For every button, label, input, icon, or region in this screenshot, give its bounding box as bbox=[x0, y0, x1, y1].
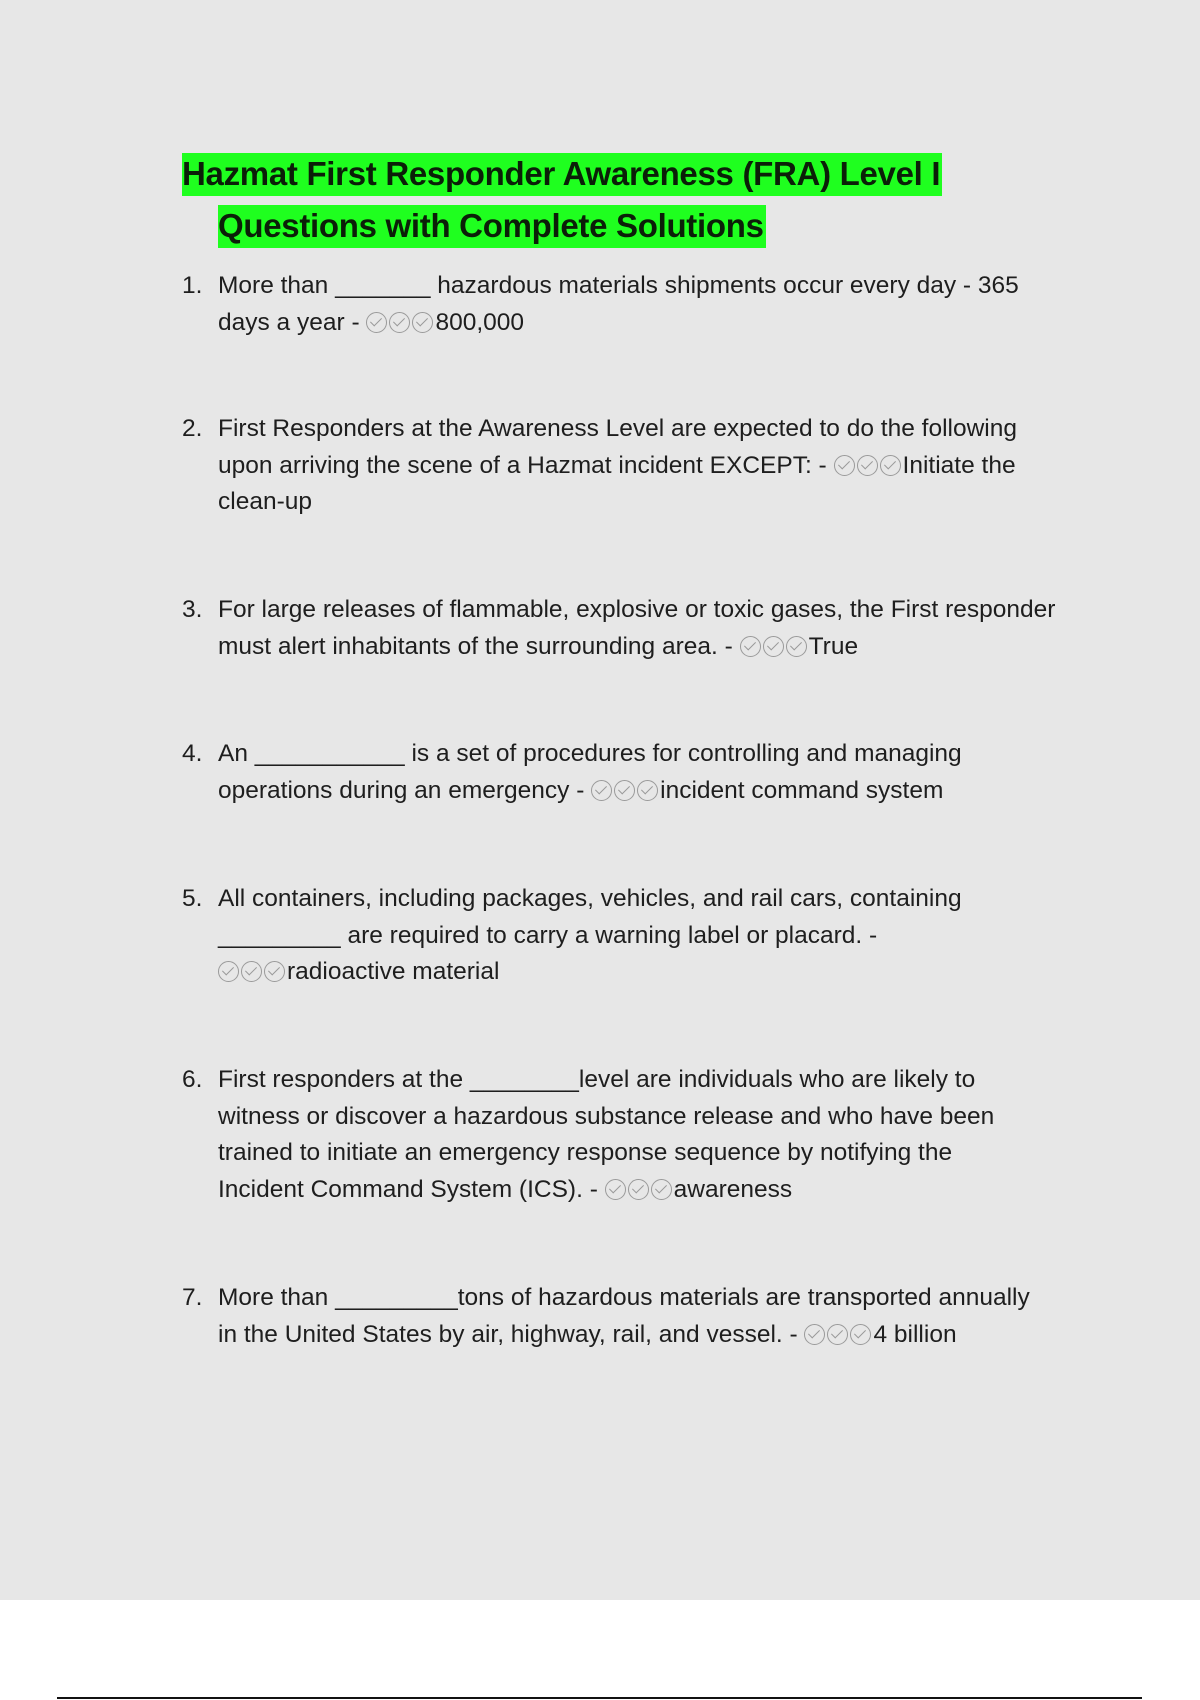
answer-checkmarks bbox=[740, 633, 809, 660]
check-circle-icon bbox=[605, 1179, 626, 1200]
question-text: First Responders at the Awareness Level are expected to do the following upon arriving the scene of a Hazmat incident EXCEPT: - Initiate the clean-up bbox=[218, 415, 1017, 515]
footer-divider bbox=[57, 1697, 1142, 1699]
check-circle-icon bbox=[628, 1179, 649, 1200]
title-line-1: Hazmat First Responder Awareness (FRA) Level I bbox=[182, 148, 1082, 200]
question-number: 2. bbox=[182, 415, 203, 442]
question-text: First responders at the ________level are individuals who are likely to witness or discover a hazardous substance release and who have been trained to initiate an emergency response sequence by notifying the Incident Command System (ICS). - awareness bbox=[218, 1066, 995, 1203]
document-title bbox=[182, 148, 1082, 252]
check-circle-icon bbox=[412, 312, 433, 333]
check-circle-icon bbox=[637, 780, 658, 801]
question-number: 7. bbox=[182, 1284, 203, 1311]
question-number: 3. bbox=[182, 596, 203, 623]
question-number: 6. bbox=[182, 1066, 203, 1093]
answer-text: incident command system bbox=[660, 776, 944, 804]
check-circle-icon bbox=[614, 780, 635, 801]
answer-text: awareness bbox=[673, 1175, 793, 1203]
question-number: 1. bbox=[182, 272, 203, 299]
answer-checkmarks bbox=[605, 1176, 674, 1203]
question-item-1 bbox=[182, 268, 1102, 341]
question-text: For large releases of flammable, explosive or toxic gases, the First responder must alert inhabitants of the surrounding area. - True bbox=[218, 596, 1056, 660]
check-circle-icon bbox=[850, 1324, 871, 1345]
question-item-6 bbox=[182, 1062, 1102, 1208]
question-item-4 bbox=[182, 736, 1102, 809]
check-circle-icon bbox=[264, 961, 285, 982]
check-circle-icon bbox=[763, 636, 784, 657]
question-text: More than _________tons of hazardous materials are transported annually in the United States by air, highway, rail, and vessel. - 4 billion bbox=[218, 1284, 1030, 1348]
question-item-7 bbox=[182, 1280, 1102, 1353]
check-circle-icon bbox=[786, 636, 807, 657]
question-text: All containers, including packages, vehicles, and rail cars, containing _________ are required to carry a warning label or placard. - radioactive material bbox=[218, 885, 962, 985]
answer-checkmarks bbox=[834, 452, 903, 479]
answer-checkmarks bbox=[218, 958, 287, 985]
question-item-5 bbox=[182, 881, 1102, 991]
question-text: More than _______ hazardous materials shipments occur every day - 365 days a year - 800,000 bbox=[218, 272, 1019, 336]
check-circle-icon bbox=[366, 312, 387, 333]
answer-text: Initiate the bbox=[902, 451, 1016, 479]
question-item-2 bbox=[182, 411, 1102, 521]
answer-checkmarks bbox=[804, 1321, 873, 1348]
question-text: An ___________ is a set of procedures for controlling and managing operations during an emergency - incident command system bbox=[218, 740, 962, 804]
answer-text: radioactive material bbox=[287, 958, 500, 985]
answer-checkmarks bbox=[591, 777, 660, 804]
question-item-3 bbox=[182, 592, 1102, 665]
answer-text-continued: clean-up bbox=[218, 488, 312, 515]
check-circle-icon bbox=[651, 1179, 672, 1200]
check-circle-icon bbox=[591, 780, 612, 801]
check-circle-icon bbox=[241, 961, 262, 982]
title-line-2: Questions with Complete Solutions bbox=[182, 200, 1082, 252]
check-circle-icon bbox=[880, 455, 901, 476]
answer-text: 4 billion bbox=[873, 1320, 957, 1348]
check-circle-icon bbox=[857, 455, 878, 476]
check-circle-icon bbox=[834, 455, 855, 476]
question-number: 4. bbox=[182, 740, 203, 767]
answer-text: 800,000 bbox=[435, 308, 524, 336]
check-circle-icon bbox=[827, 1324, 848, 1345]
check-circle-icon bbox=[389, 312, 410, 333]
check-circle-icon bbox=[740, 636, 761, 657]
question-number: 5. bbox=[182, 885, 203, 912]
answer-checkmarks bbox=[366, 309, 435, 336]
answer-text: True bbox=[808, 632, 859, 660]
check-circle-icon bbox=[804, 1324, 825, 1345]
check-circle-icon bbox=[218, 961, 239, 982]
